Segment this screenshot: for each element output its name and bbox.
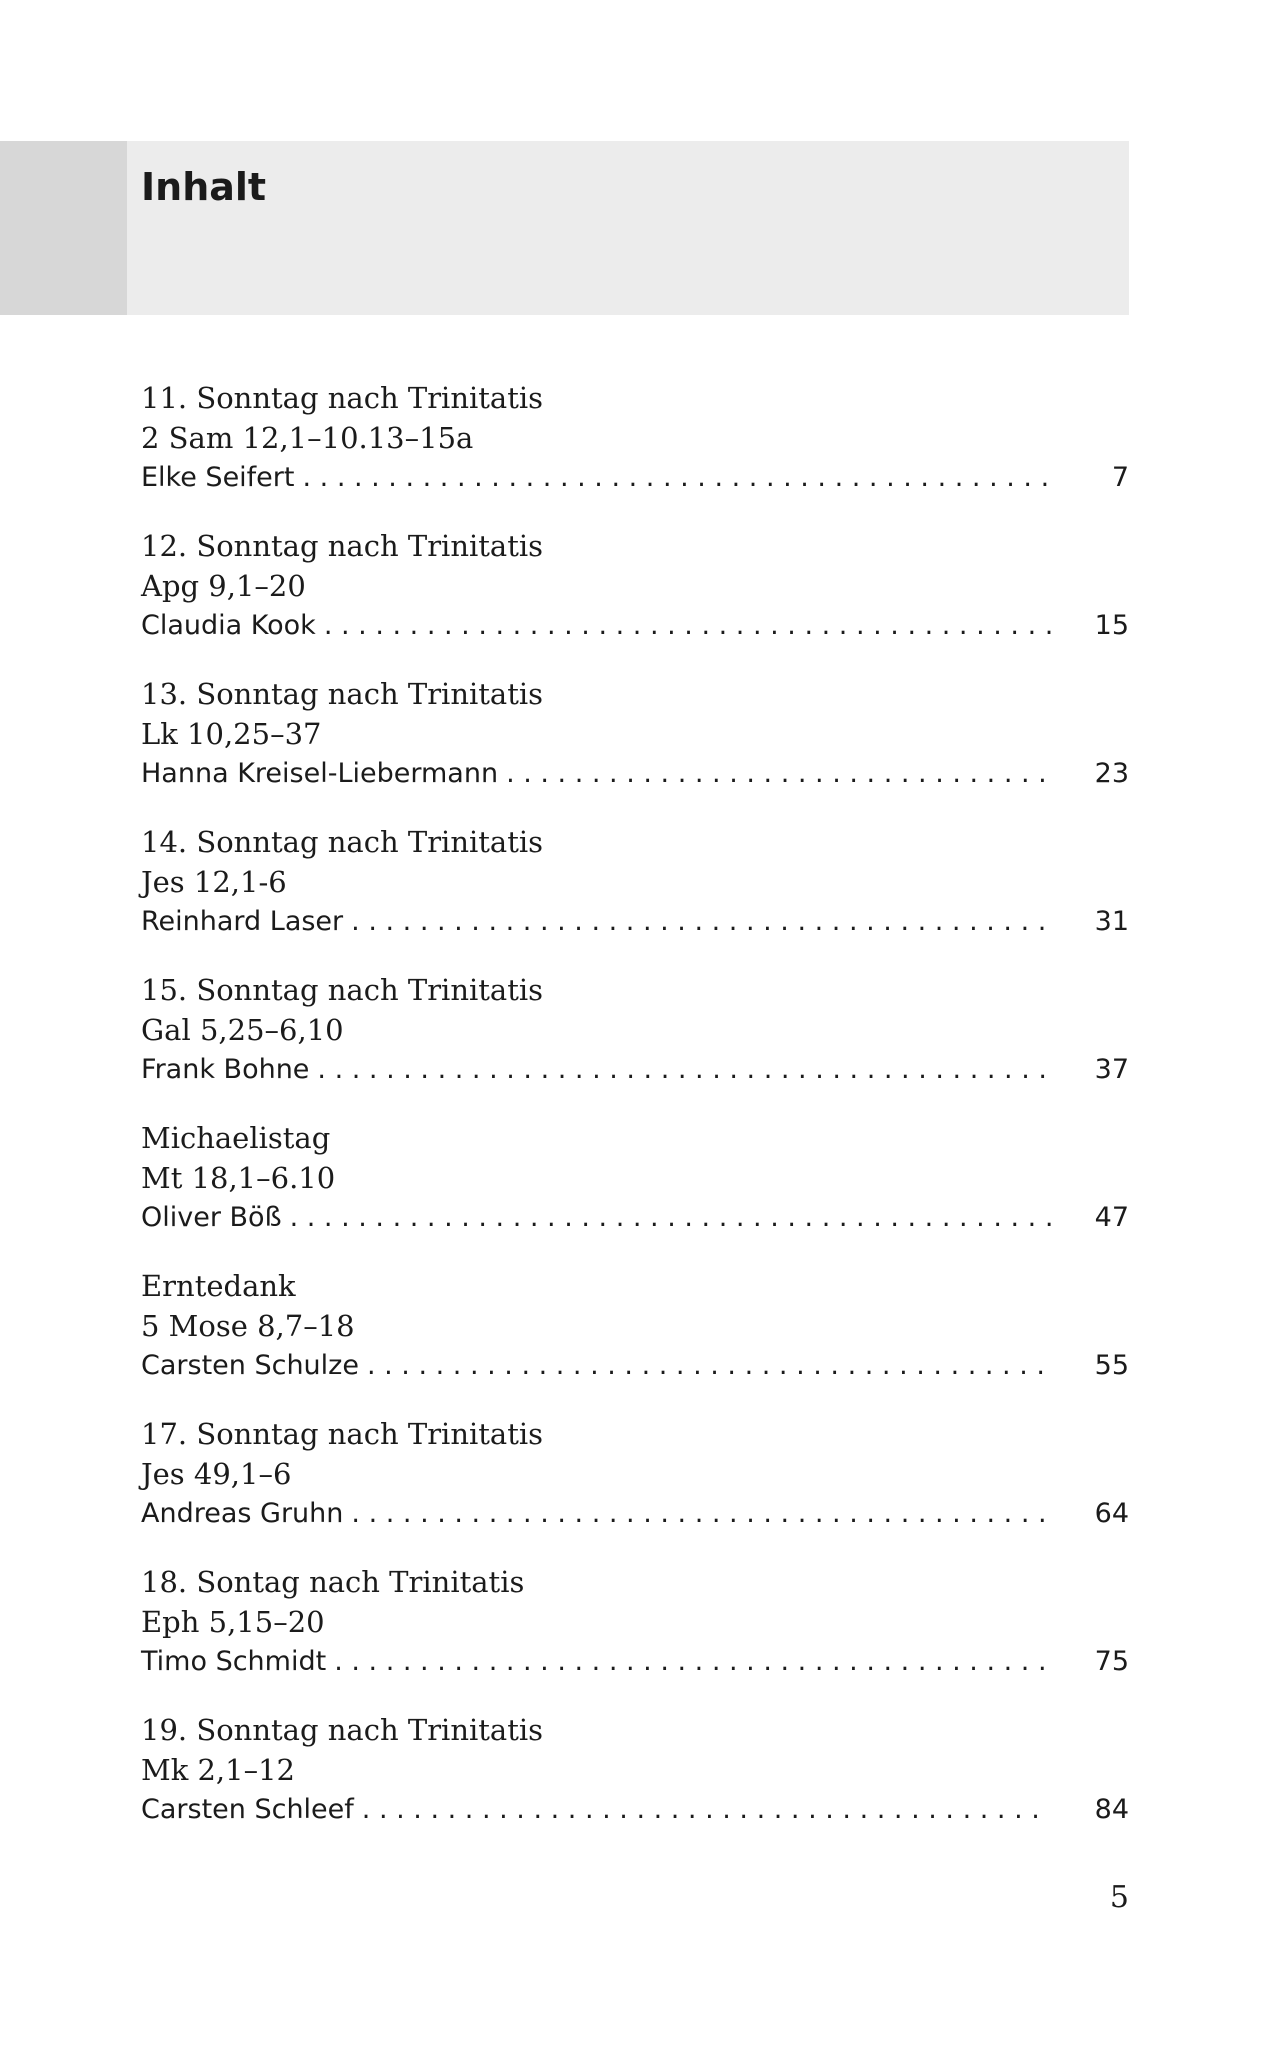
toc-reference: Jes 12,1-6 — [141, 865, 287, 899]
toc-author-line — [141, 1642, 1129, 1682]
toc-author: Andreas Gruhn — [141, 1498, 344, 1529]
dot-leader — [290, 1198, 1051, 1238]
toc-occasion: Erntedank — [141, 1269, 296, 1303]
toc-entry — [141, 1266, 1129, 1414]
toc-author-line — [141, 606, 1129, 646]
toc-reference: Mk 2,1–12 — [141, 1753, 296, 1787]
toc-reference: Gal 5,25–6,10 — [141, 1013, 344, 1047]
toc-page-number: 7 — [1111, 462, 1129, 493]
dot-leader — [334, 1642, 1051, 1682]
toc-reference: Lk 10,25–37 — [141, 717, 322, 751]
toc-entry — [141, 1118, 1129, 1266]
toc-author: Timo Schmidt — [141, 1646, 327, 1677]
toc-entry — [141, 378, 1129, 526]
toc-reference: Mt 18,1–6.10 — [141, 1161, 336, 1195]
toc-author-line — [141, 1494, 1129, 1534]
dot-leader — [367, 1346, 1051, 1386]
toc-author: Reinhard Laser — [141, 906, 344, 937]
dot-leader — [351, 902, 1051, 942]
toc-occasion: 19. Sonntag nach Trinitatis — [141, 1713, 544, 1747]
toc-page-number: 15 — [1094, 610, 1129, 641]
toc-author-line — [141, 1050, 1129, 1090]
toc-reference: Apg 9,1–20 — [141, 569, 306, 603]
toc-entry — [141, 1710, 1129, 1858]
toc-entry — [141, 674, 1129, 822]
dot-leader — [351, 1494, 1051, 1534]
toc-page-number: 47 — [1094, 1202, 1129, 1233]
toc-page-number: 37 — [1094, 1054, 1129, 1085]
header-tab — [0, 141, 127, 315]
toc-author: Claudia Kook — [141, 610, 316, 641]
toc-author-line — [141, 1346, 1129, 1386]
dot-leader — [302, 458, 1051, 498]
folio-page-number: 5 — [1109, 1880, 1129, 1915]
dot-leader — [324, 606, 1051, 646]
toc-author: Oliver Böß — [141, 1202, 282, 1233]
toc-entry — [141, 526, 1129, 674]
toc-page-number: 64 — [1094, 1498, 1129, 1529]
toc-occasion: 15. Sonntag nach Trinitatis — [141, 973, 544, 1007]
toc-page-number: 31 — [1094, 906, 1129, 937]
toc-reference: 5 Mose 8,7–18 — [141, 1309, 355, 1343]
toc-occasion: 13. Sonntag nach Trinitatis — [141, 677, 544, 711]
toc-author-line — [141, 1198, 1129, 1238]
toc-entry — [141, 822, 1129, 970]
toc-occasion: Michaelistag — [141, 1121, 331, 1155]
toc-entry — [141, 1562, 1129, 1710]
toc-reference: 2 Sam 12,1–10.13–15a — [141, 421, 474, 455]
toc-occasion: 11. Sonntag nach Trinitatis — [141, 381, 544, 415]
toc-author-line — [141, 458, 1129, 498]
toc-entry — [141, 1414, 1129, 1562]
toc-occasion: 17. Sonntag nach Trinitatis — [141, 1417, 544, 1451]
toc-author: Hanna Kreisel-Liebermann — [141, 758, 499, 789]
toc-reference: Jes 49,1–6 — [141, 1457, 292, 1491]
page-title: Inhalt — [141, 165, 267, 209]
toc-page-number: 84 — [1094, 1794, 1129, 1825]
toc-page-number: 75 — [1094, 1646, 1129, 1677]
toc-entry — [141, 970, 1129, 1118]
toc-author: Elke Seifert — [141, 462, 295, 493]
toc-occasion: 14. Sonntag nach Trinitatis — [141, 825, 544, 859]
toc-page-number: 55 — [1094, 1350, 1129, 1381]
toc-author-line — [141, 902, 1129, 942]
dot-leader — [317, 1050, 1051, 1090]
dot-leader — [362, 1790, 1051, 1830]
toc-occasion: 18. Sontag nach Trinitatis — [141, 1565, 525, 1599]
toc-author: Frank Bohne — [141, 1054, 310, 1085]
toc-author-line — [141, 1790, 1129, 1830]
toc-author-line — [141, 754, 1129, 794]
dot-leader — [506, 754, 1051, 794]
toc-author: Carsten Schulze — [141, 1350, 359, 1381]
toc-occasion: 12. Sonntag nach Trinitatis — [141, 529, 544, 563]
toc-page-number: 23 — [1094, 758, 1129, 789]
table-of-contents — [141, 378, 1129, 1858]
toc-reference: Eph 5,15–20 — [141, 1605, 325, 1639]
toc-author: Carsten Schleef — [141, 1794, 354, 1825]
